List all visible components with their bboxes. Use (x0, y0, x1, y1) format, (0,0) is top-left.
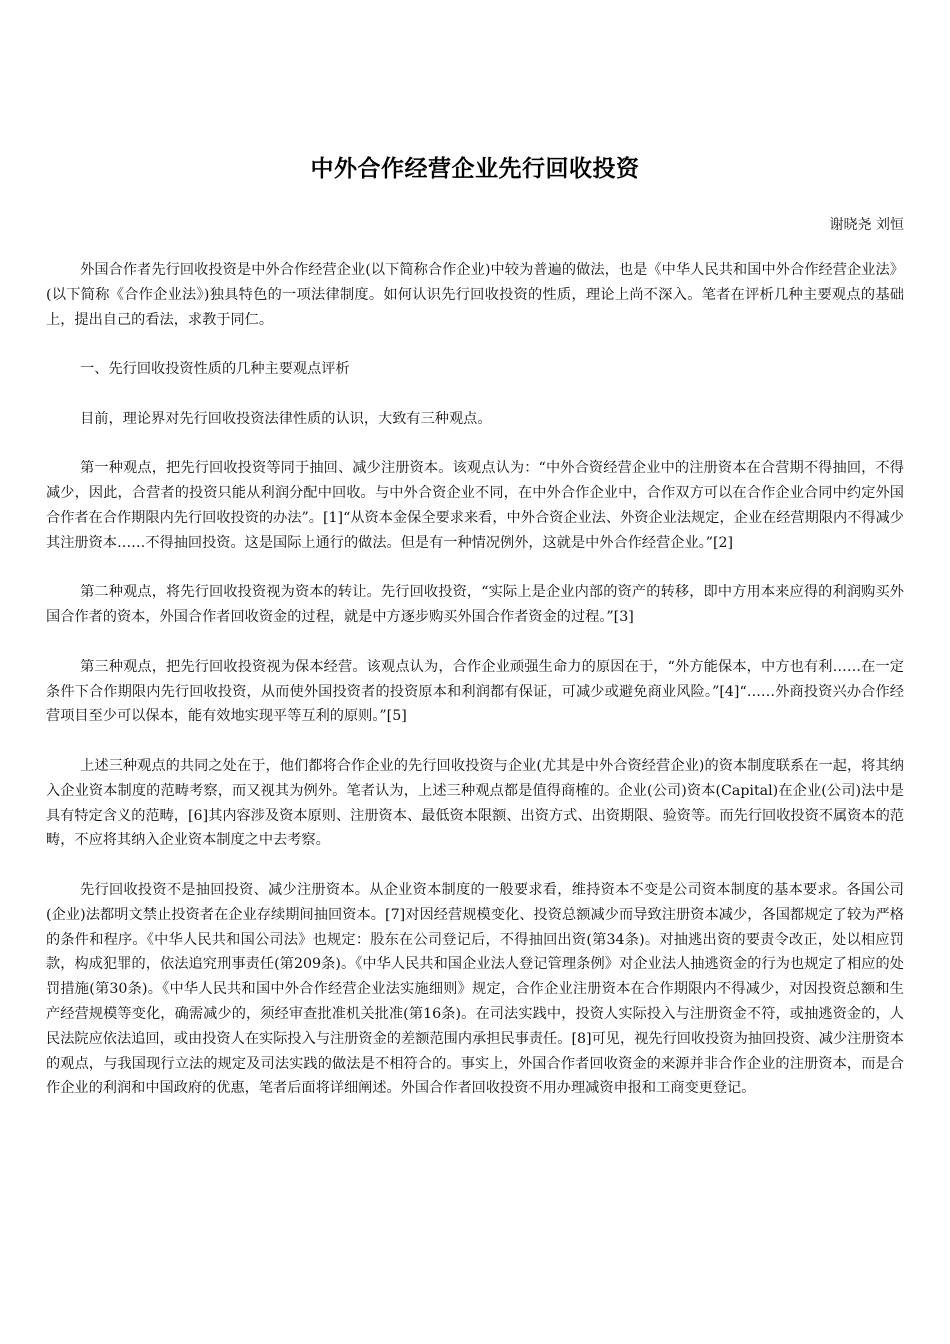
paragraph-view-1: 第一种观点，把先行回收投资等同于抽回、减少注册资本。该观点认为：“中外合资经营企业中的注册资本在合营期不得抽回，不得减少，因此，合营者的投资只能从利润分配中回收。与中外合资企业不同，在中外合作企业中，合作双方可以在合作企业合同中约定外国合作者在合作期限内先行回收投资的办法”。[1]“从资本金保全要求来看，中外合资企业法、外资企业法规定，企业在经营期限内不得减少其注册资本……不得抽回投资。这是国际上通行的做法。但是有一种情况例外，这就是中外合作经营企业。”[2] (46, 460, 904, 551)
paragraph-view-2: 第二种观点，将先行回收投资视为资本的转让。先行回收投资，“实际上是企业内部的资产的转移，即中方用本来应得的利润购买外国合作者的资本，外国合作者回收资金的过程，就是中方逐步购买外国合作者资金的过程。”[3] (46, 584, 904, 626)
paragraph-view-3: 第三种观点，把先行回收投资视为保本经营。该观点认为，合作企业顽强生命力的原因在于，“外方能保本，中方也有利……在一定条件下合作期限内先行回收投资，从而使外国投资者的投资原本和利润都有保证，可减少或避免商业风险。”[4]“……外商投资兴办合作经营项目至少可以保本，能有效地实现平等互利的原则。”[5] (46, 658, 904, 725)
document-title: 中外合作经营企业先行回收投资 (310, 156, 640, 182)
paragraph-commentary: 上述三种观点的共同之处在于，他们都将合作企业的先行回收投资与企业(尤其是中外合资经营企业)的资本制度联系在一起，将其纳入企业资本制度的范畴考察，而又视其为例外。笔者认为，上述三种观点都是值得商榷的。企业(公司)资本(Capital)在企业(公司)法中是具有特定含义的范畴，[6]其内容涉及资本原则、注册资本、最低资本限额、出资方式、出资期限、验资等。而先行回收投资不属资本的范畴，不应将其纳入企业资本制度之中去考察。 (46, 757, 904, 849)
paragraph-analysis: 先行回收投资不是抽回投资、减少注册资本。从企业资本制度的一般要求看，维持资本不变是公司资本制度的基本要求。各国公司(企业)法都明文禁止投资者在企业存续期间抽回资本。[7]对因经营规模变化、投资总额减少而导致注册资本减少，各国都规定了较为严格的条件和程序。《中华人民共和国公司法》也规定：股东在公司登记后，不得抽回出资(第34条)。对抽逃出资的要责令改正，处以相应罚款，构成犯罪的，依法追究刑事责任(第209条)。《中华人民共和国企业法人登记管理条例》对企业法人抽逃资金的行为也规定了相应的处罚措施(第30条)。《中华人民共和国中外合作经营企业法实施细则》规定，合作企业注册资本在合作期限内不得减少，对因投资总额和生产经营规模等变化，确需减少的，须经审查批准机关批准(第16条)。在司法实践中，投资人实际投入与注册资金不符，或抽逃资金的，人民法院应依法追回，或由投资人在实际投入与注册资金的差额范围内承担民事责任。[8]可见，视先行回收投资为抽回投资、减少注册资本的观点，与我国现行立法的规定及司法实践的做法是不相符合的。事实上，外国合作者回收资金的来源并非合作企业的注册资本，而是合作企业的利润和中国政府的优惠，笔者后面将详细阐述。外国合作者回收投资不用办理减资申报和工商变更登记。 (46, 881, 904, 1097)
section-heading-1: 一、先行回收投资性质的几种主要观点评析 (80, 361, 350, 378)
document-body (46, 258, 904, 1126)
paragraph-intro: 外国合作者先行回收投资是中外合作经营企业(以下简称合作企业)中较为普遍的做法，也是《中华人民共和国中外合作经营企业法》(以下简称《合作企业法》)独具特色的一项法律制度。如何认识先行回收投资的性质，理论上尚不深入。笔者在评析几种主要观点的基础上，提出自己的看法，求教于同仁。 (46, 262, 904, 328)
document-authors: 谢晓尧 刘恒 (829, 217, 904, 233)
paragraph-overview: 目前，理论界对先行回收投资法律性质的认识，大致有三种观点。 (80, 410, 492, 427)
